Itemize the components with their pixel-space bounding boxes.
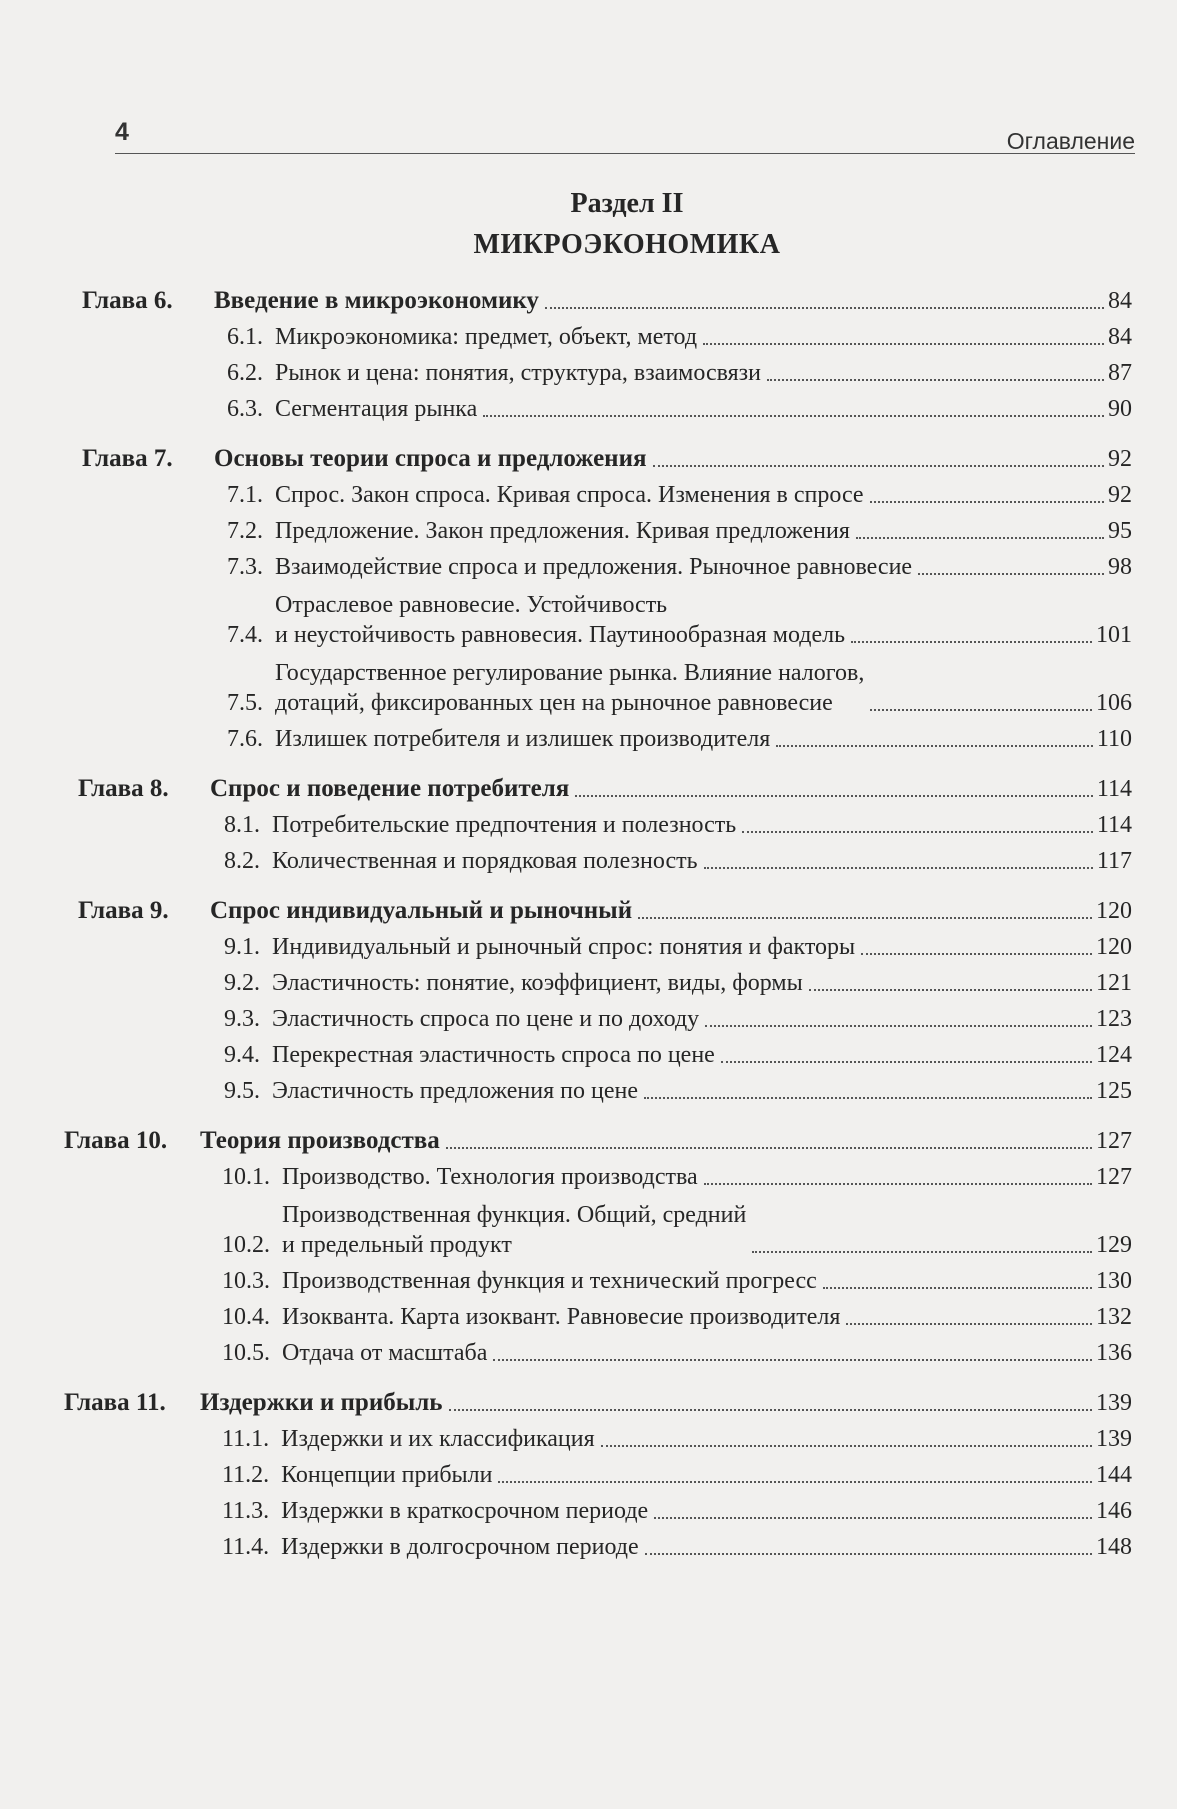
chapter-title: Спрос и поведение потребителя: [210, 775, 570, 802]
dot-leader: [742, 831, 1093, 833]
dot-leader: [721, 1061, 1092, 1063]
toc-entry[interactable]: [82, 962, 1132, 998]
chapter-title: Основы теории спроса и предложения: [214, 445, 647, 472]
entry-page-number: 106: [1096, 690, 1132, 716]
dot-leader: [846, 1323, 1092, 1325]
dot-leader: [449, 1409, 1092, 1411]
entry-page-number: 120: [1096, 934, 1132, 960]
entry-title: [272, 1076, 638, 1106]
dot-leader: [704, 867, 1093, 869]
entry-title: [272, 968, 803, 998]
toc-entry[interactable]: [82, 352, 1132, 388]
chapter-group: [82, 280, 1132, 424]
entry-body: [282, 1302, 1096, 1332]
entry-title-line: Индивидуальный и рыночный спрос: понятия и факторы: [272, 934, 856, 960]
toc-entry[interactable]: [82, 650, 1132, 718]
entry-number: 6.3.: [227, 396, 263, 422]
entry-title-line: Перекрестная эластичность спроса по цене: [272, 1042, 715, 1068]
entry-body: [272, 846, 1097, 876]
entry-body: [275, 394, 1108, 424]
entry-title-line: Количественная и порядковая полезность: [272, 848, 698, 874]
page-header: [115, 118, 1135, 154]
entry-title-line: Производственная функция и технический прогресс: [282, 1268, 817, 1294]
entry-body: [272, 1040, 1096, 1070]
entry-title-line: Микроэкономика: предмет, объект, метод: [275, 324, 698, 350]
entry-title: [275, 516, 850, 546]
toc-entry[interactable]: [82, 718, 1132, 754]
entry-title-line: Изокванта. Карта изоквант. Равновесие производителя: [282, 1304, 841, 1330]
toc-entry[interactable]: [82, 1332, 1132, 1368]
entry-title-line: Эластичность спроса по цене и по доходу: [272, 1006, 700, 1032]
entry-title-line: Отдача от масштаба: [282, 1340, 488, 1366]
entry-title: [275, 590, 845, 650]
entry-title: [282, 1200, 746, 1260]
entry-page-number: 114: [1096, 812, 1132, 838]
entry-title: [275, 658, 864, 718]
entry-number: 8.1.: [224, 812, 260, 838]
dot-leader: [870, 501, 1104, 503]
toc-entry[interactable]: [82, 1260, 1132, 1296]
dot-leader: [851, 641, 1092, 643]
entry-page-number: 95: [1108, 518, 1132, 544]
entry-number: 10.1.: [222, 1164, 270, 1190]
chapter-page-number: 127: [1096, 1128, 1132, 1154]
entry-page-number: 148: [1096, 1534, 1132, 1560]
entry-title: [281, 1532, 639, 1562]
entry-body: [282, 1200, 1096, 1260]
page-number: 4: [115, 118, 129, 146]
entry-number: 7.2.: [227, 518, 263, 544]
dot-leader: [870, 709, 1092, 711]
chapter-group: [78, 890, 1132, 1106]
entry-number: 9.2.: [224, 970, 260, 996]
entry-title-line: Издержки и их классификация: [281, 1426, 595, 1452]
dot-leader: [918, 573, 1104, 575]
entry-title-line: Потребительские предпочтения и полезность: [272, 812, 737, 838]
entry-body: [275, 590, 1096, 650]
dot-leader: [704, 1183, 1092, 1185]
toc-entry[interactable]: [82, 546, 1132, 582]
entry-title-line: Сегментация рынка: [275, 396, 478, 422]
chapter-entry[interactable]: [78, 890, 1132, 926]
entry-number: 7.1.: [227, 482, 263, 508]
toc-entry[interactable]: [82, 1296, 1132, 1332]
toc-entry[interactable]: [82, 926, 1132, 962]
chapter-page-number: 139: [1096, 1390, 1132, 1416]
entry-title: [282, 1338, 487, 1368]
entry-title-line: Эластичность: понятие, коэффициент, виды, формы: [272, 970, 803, 996]
entry-number: 7.6.: [227, 726, 263, 752]
entry-body: [272, 968, 1096, 998]
chapter-entry[interactable]: [64, 1382, 1132, 1418]
entry-page-number: 101: [1096, 622, 1132, 648]
toc-entry[interactable]: [82, 1454, 1132, 1490]
entry-body: [282, 1338, 1096, 1368]
header-rule: [115, 153, 1135, 154]
dot-leader: [498, 1481, 1092, 1483]
dot-leader: [776, 745, 1093, 747]
entry-page-number: 87: [1108, 360, 1132, 386]
entry-body: [281, 1496, 1096, 1526]
toc-entry[interactable]: [82, 582, 1132, 650]
entry-title-line: Отраслевое равновесие. Устойчивость: [275, 592, 668, 618]
dot-leader: [767, 379, 1104, 381]
entry-title: [282, 1162, 698, 1192]
entry-number: 10.5.: [222, 1340, 270, 1366]
entry-page-number: 123: [1096, 1006, 1132, 1032]
chapter-entry[interactable]: [78, 768, 1132, 804]
entry-page-number: 139: [1096, 1426, 1132, 1452]
entry-title: [275, 358, 761, 388]
toc-entry[interactable]: [82, 1034, 1132, 1070]
entry-number: 7.5.: [227, 690, 263, 716]
entry-title: [275, 724, 770, 754]
chapter-page-number: 114: [1096, 776, 1132, 802]
entry-page-number: 124: [1096, 1042, 1132, 1068]
entry-number: 10.2.: [222, 1232, 270, 1258]
dot-leader: [861, 953, 1092, 955]
entry-body: [281, 1424, 1096, 1454]
chapter-label: Глава 9.: [78, 897, 169, 924]
entry-number: 11.3.: [222, 1498, 270, 1524]
entry-title-line: и предельный продукт: [282, 1232, 512, 1258]
entry-page-number: 127: [1096, 1164, 1132, 1190]
entry-title-line: Издержки в долгосрочном периоде: [281, 1534, 639, 1560]
entry-body: [272, 810, 1097, 840]
dot-leader: [483, 415, 1104, 417]
toc-entry[interactable]: [82, 1418, 1132, 1454]
entry-number: 9.3.: [224, 1006, 260, 1032]
entry-body: [282, 1266, 1096, 1296]
entry-title-line: Рынок и цена: понятия, структура, взаимосвязи: [275, 360, 761, 386]
dot-leader: [823, 1287, 1092, 1289]
entry-title-line: Производство. Технология производства: [282, 1164, 698, 1190]
toc-entry[interactable]: [82, 1526, 1132, 1562]
entry-page-number: 90: [1108, 396, 1132, 422]
running-title: Оглавление: [1006, 128, 1135, 154]
entry-number: 10.4.: [222, 1304, 270, 1330]
dot-leader: [644, 1097, 1092, 1099]
entry-title: [275, 480, 864, 510]
entry-page-number: 98: [1108, 554, 1132, 580]
entry-title: [281, 1424, 595, 1454]
dot-leader: [575, 795, 1093, 797]
chapter-label: Глава 7.: [82, 445, 173, 472]
entry-number: 7.3.: [227, 554, 263, 580]
entry-number: 6.1.: [227, 324, 263, 350]
entry-page-number: 121: [1096, 970, 1132, 996]
dot-leader: [705, 1025, 1092, 1027]
chapter-group: [78, 768, 1132, 876]
dot-leader: [446, 1147, 1092, 1149]
entry-body: [275, 658, 1096, 718]
entry-body: [275, 516, 1108, 546]
toc-entry[interactable]: [82, 1490, 1132, 1526]
entry-number: 11.2.: [222, 1462, 270, 1488]
entry-title-line: Концепции прибыли: [281, 1462, 493, 1488]
entry-number: 9.4.: [224, 1042, 260, 1068]
entry-number: 9.1.: [224, 934, 260, 960]
entry-number: 6.2.: [227, 360, 263, 386]
entry-title: [275, 552, 912, 582]
dot-leader: [752, 1251, 1092, 1253]
toc-entry[interactable]: [82, 388, 1132, 424]
chapter-group: [82, 438, 1132, 754]
toc-entry[interactable]: [82, 1070, 1132, 1106]
entry-title: [272, 810, 736, 840]
entry-page-number: 117: [1096, 848, 1132, 874]
entry-body: [282, 1162, 1096, 1192]
entry-page-number: 136: [1096, 1340, 1132, 1366]
entry-title-line: Производственная функция. Общий, средний: [282, 1202, 747, 1228]
section-title: МИКРОЭКОНОМИКА: [473, 229, 781, 260]
entry-title: [281, 1460, 492, 1490]
entry-number: 9.5.: [224, 1078, 260, 1104]
entry-title-line: Издержки в краткосрочном периоде: [281, 1498, 649, 1524]
entry-page-number: 144: [1096, 1462, 1132, 1488]
chapter-page-number: 120: [1096, 898, 1132, 924]
chapter-entry[interactable]: [64, 1120, 1132, 1156]
entry-title: [275, 394, 477, 424]
chapter-label: Глава 11.: [64, 1389, 166, 1416]
entry-page-number: 92: [1108, 482, 1132, 508]
entry-title-line: Излишек потребителя и излишек производителя: [275, 726, 771, 752]
entry-page-number: 125: [1096, 1078, 1132, 1104]
dot-leader: [645, 1553, 1092, 1555]
entry-title: [275, 322, 697, 352]
entry-title: [272, 932, 855, 962]
chapter-title: Издержки и прибыль: [200, 1389, 443, 1416]
entry-number: 8.2.: [224, 848, 260, 874]
dot-leader: [493, 1359, 1092, 1361]
chapter-label: Глава 8.: [78, 775, 169, 802]
entry-body: [275, 322, 1108, 352]
chapter-entry[interactable]: [82, 280, 1132, 316]
entry-body: [275, 552, 1108, 582]
chapter-group: [64, 1120, 1132, 1368]
entry-title-line: дотаций, фиксированных цен на рыночное равновесие: [275, 690, 833, 716]
toc-entry[interactable]: [82, 510, 1132, 546]
entry-number: 11.4.: [222, 1534, 270, 1560]
entry-body: [272, 1004, 1096, 1034]
entry-title: [281, 1496, 648, 1526]
chapter-title: Теория производства: [200, 1127, 440, 1154]
entry-number: 11.1.: [222, 1426, 270, 1452]
entry-title-line: Эластичность предложения по цене: [272, 1078, 638, 1104]
entry-body: [272, 1076, 1096, 1106]
entry-page-number: 146: [1096, 1498, 1132, 1524]
toc-entry[interactable]: [82, 316, 1132, 352]
entry-page-number: 132: [1096, 1304, 1132, 1330]
toc-entry[interactable]: [82, 1192, 1132, 1260]
entry-number: 10.3.: [222, 1268, 270, 1294]
entry-title: [282, 1266, 817, 1296]
entry-title-line: Взаимодействие спроса и предложения. Рыночное равновесие: [275, 554, 913, 580]
dot-leader: [654, 1517, 1092, 1519]
dot-leader: [638, 917, 1092, 919]
toc-entry[interactable]: [82, 998, 1132, 1034]
toc-entry[interactable]: [82, 1156, 1132, 1192]
entry-title: [272, 846, 698, 876]
chapter-title: Введение в микроэкономику: [214, 287, 539, 314]
chapter-entry[interactable]: [82, 438, 1132, 474]
table-of-contents: [64, 280, 1132, 1576]
dot-leader: [703, 343, 1104, 345]
entry-body: [275, 358, 1108, 388]
toc-entry[interactable]: [82, 474, 1132, 510]
entry-title-line: Спрос. Закон спроса. Кривая спроса. Изменения в спросе: [275, 482, 864, 508]
entry-title: [272, 1040, 715, 1070]
chapter-label: Глава 6.: [82, 287, 173, 314]
entry-body: [281, 1460, 1096, 1490]
entry-body: [275, 724, 1097, 754]
dot-leader: [856, 537, 1104, 539]
chapter-title: Спрос индивидуальный и рыночный: [210, 897, 633, 924]
chapter-page-number: 92: [1108, 446, 1132, 472]
entry-body: [275, 480, 1108, 510]
entry-body: [281, 1532, 1096, 1562]
chapter-page-number: 84: [1108, 288, 1132, 314]
toc-entry[interactable]: [82, 804, 1132, 840]
dot-leader: [653, 465, 1105, 467]
entry-title-line: и неустойчивость равновесия. Паутинообразная модель: [275, 622, 846, 648]
entry-title: [282, 1302, 840, 1332]
entry-page-number: 110: [1096, 726, 1132, 752]
entry-page-number: 129: [1096, 1232, 1132, 1258]
entry-title-line: Предложение. Закон предложения. Кривая предложения: [275, 518, 850, 544]
section-label: Раздел II: [570, 188, 684, 219]
chapter-label: Глава 10.: [64, 1127, 168, 1154]
entry-body: [272, 932, 1096, 962]
entry-title-line: Государственное регулирование рынка. Влияние налогов,: [275, 660, 865, 686]
toc-entry[interactable]: [82, 840, 1132, 876]
dot-leader: [809, 989, 1092, 991]
dot-leader: [545, 307, 1104, 309]
entry-number: 7.4.: [227, 622, 263, 648]
dot-leader: [601, 1445, 1092, 1447]
entry-title: [272, 1004, 699, 1034]
entry-page-number: 84: [1108, 324, 1132, 350]
entry-page-number: 130: [1096, 1268, 1132, 1294]
chapter-group: [64, 1382, 1132, 1562]
